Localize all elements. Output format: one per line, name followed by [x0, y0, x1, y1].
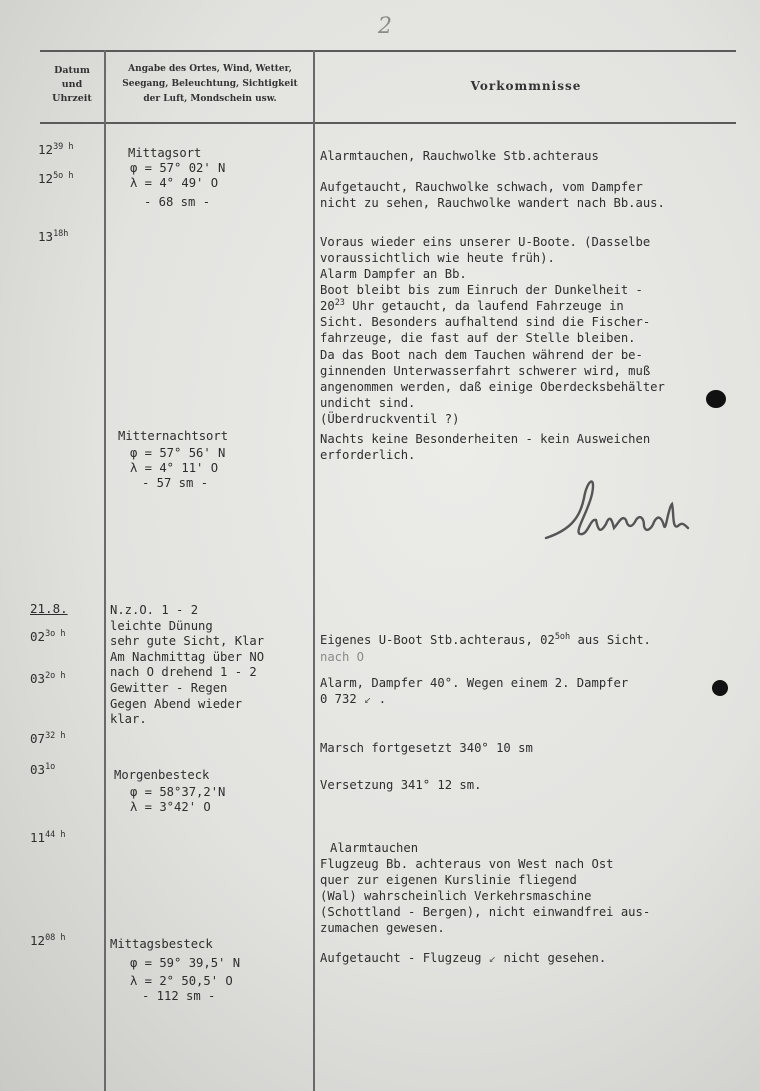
- ink-blot-2: [712, 680, 728, 696]
- date-21-8: 21.8.: [30, 601, 68, 616]
- event-boat-heavier: Da das Boot nach dem Tauchen während der be- ginnenden Unterwasserfahrt schwerer wird, muß angenommen werden, daß einige Oberdecksbehälter undicht sind. (Überdruckventil ?): [320, 348, 665, 426]
- time-1208: $12^{08 h}$: [30, 932, 66, 948]
- ink-blot-1: [706, 390, 726, 408]
- event-own-uboat-note: nach O: [320, 650, 365, 664]
- column-divider-2: [313, 50, 315, 1091]
- event-aircraft: Alarmtauchen Flugzeug Bb. achteraus von West nach Ost quer zur eigenen Kurslinie fliegend (Wal) wahrscheinlich Verkehrsmaschine (Schottland - Bergen), nicht einwandfrei aus- zumachen gewesen.: [320, 841, 651, 935]
- time-0230: $02^{3o h}$: [30, 628, 66, 644]
- time-1318: $13^{18h}$: [38, 228, 69, 244]
- time-1250: $12^{5o h}$: [38, 170, 74, 186]
- page-number: 2: [378, 14, 392, 39]
- weather-block: N.z.O. 1 - 2 leichte Dünung sehr gute Sicht, Klar Am Nachmittag über NO nach O drehend 1 - 2 Gewitter - Regen Gegen Abend wieder klar.: [110, 603, 265, 727]
- event-uboat-ahead: Voraus wieder eins unserer U-Boote. (Dasselbe voraussichtlich wie heute früh). Alarm Dampfer an Bb. Boot bleibt bis zum Einruch der Dunkelheit - $20^{23}$ Uhr getaucht, da laufend Fahrzeuge in Sicht. Besonders aufhaltend sind die Fischer- fahrzeuge, die fast auf der Stelle bleiben.: [320, 235, 651, 345]
- morgenbesteck-block: Morgenbesteck φ = 58°37,2'N λ = 3°42' O: [114, 768, 226, 814]
- event-night-quiet: Nachts keine Besonderheiten - kein Ausweichen erforderlich.: [320, 432, 651, 462]
- header-date-time: Datum und Uhrzeit: [52, 65, 92, 104]
- time-0310: $03^{1o}$: [30, 761, 56, 777]
- mittagsort-block: Mittagsort φ = 57° 02' N λ = 4° 49' O - 68 sm -: [128, 146, 226, 209]
- time-1144: $11^{44 h}$: [30, 829, 66, 845]
- event-march-continued: Marsch fortgesetzt 340° 10 sm: [320, 741, 533, 755]
- event-surfaced-aircraft: Aufgetaucht - Flugzeug ↙ nicht gesehen.: [320, 951, 607, 965]
- mitternachtsort-block: Mitternachtsort φ = 57° 56' N λ = 4° 11' O - 57 sm -: [118, 429, 229, 490]
- mittagsbesteck-block: Mittagsbesteck φ = 59° 39,5' N λ = 2° 50,5' O - 112 sm -: [110, 937, 241, 1003]
- event-alarm-steamer: Alarm, Dampfer 40°. Wegen einem 2. Dampfer 0 732 ↙ .: [320, 676, 629, 706]
- header-location-weather: Angabe des Ortes, Wind, Wetter, Seegang, Beleuchtung, Sichtigkeit der Luft, Mondschein usw.: [122, 64, 298, 104]
- event-surfaced: Aufgetaucht, Rauchwolke schwach, vom Dampfer nicht zu sehen, Rauchwolke wandert nach Bb.aus.: [320, 180, 665, 210]
- signature-kleinschmidt: [540, 468, 700, 548]
- header-events: Vorkommnisse: [470, 79, 582, 93]
- event-own-uboat: Eigenes U-Boot Stb.achteraus, $02^{5oh}$ aus Sicht.: [320, 631, 651, 647]
- column-divider-1: [104, 50, 106, 1091]
- event-alarm-smoke: Alarmtauchen, Rauchwolke Stb.achteraus: [320, 149, 599, 163]
- time-1239: $12^{39 h}$: [38, 141, 74, 157]
- event-offset: Versetzung 341° 12 sm.: [320, 778, 482, 792]
- table-top-rule: [40, 50, 736, 52]
- time-0320: $03^{2o h}$: [30, 670, 66, 686]
- header-bottom-rule: [40, 122, 736, 124]
- time-0732: $07^{32 h}$: [30, 730, 66, 746]
